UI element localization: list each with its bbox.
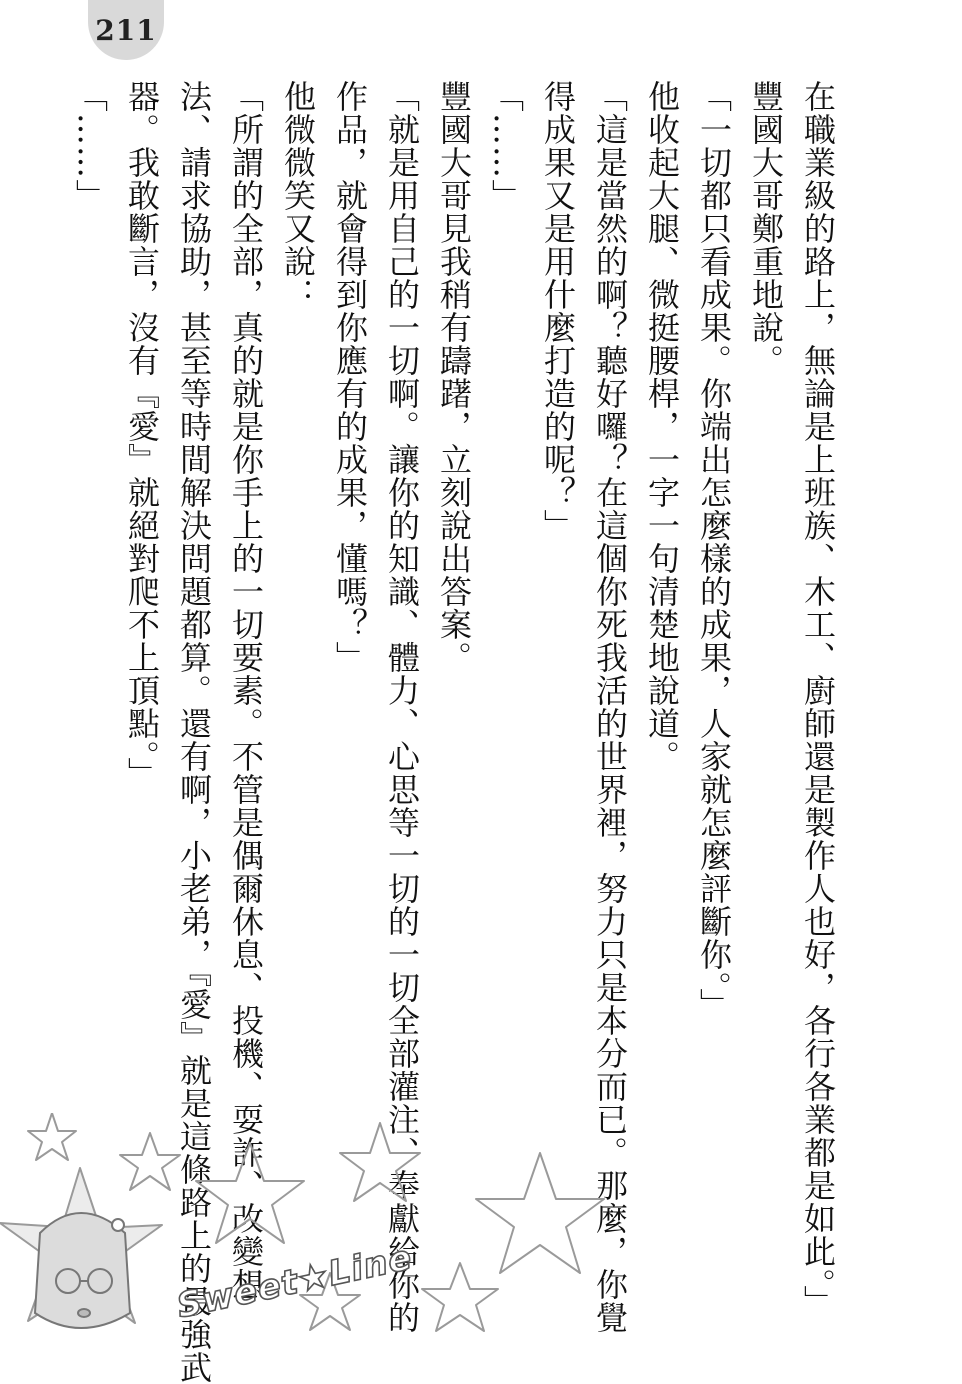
text-column: 「這是當然的啊？聽好囉？在這個你死我活的世界裡，努力只是本分而已。那麼，你覺 bbox=[591, 80, 629, 1334]
text-column: 作品，就會得到你應有的成果，懂嗎？」 bbox=[331, 80, 369, 674]
star-icon bbox=[422, 1263, 498, 1331]
text-column: 他收起大腿、微挺腰桿，一字一句清楚地說道。 bbox=[643, 80, 681, 773]
text-column: 「……」 bbox=[487, 80, 525, 212]
star-icon bbox=[28, 1113, 76, 1160]
brand-logo: Sweet★Line bbox=[173, 1237, 416, 1327]
star-icon bbox=[120, 1133, 180, 1190]
page-number-badge bbox=[88, 0, 164, 60]
text-column: 「一切都只看成果。你端出怎麼樣的成果，人家就怎麼評斷你。」 bbox=[695, 80, 733, 1021]
text-column: 「就是用自己的一切啊。讓你的知識、體力、心思等一切的一切全部灌注、奉獻給你的 bbox=[383, 80, 421, 1334]
star-icon bbox=[340, 1123, 420, 1201]
text-column: 在職業級的路上，無論是上班族、木工、廚師還是製作人也好，各行各業都是如此。」 bbox=[799, 80, 837, 1318]
text-column: 他微微笑又說： bbox=[279, 80, 317, 311]
page-number: 211 bbox=[95, 13, 157, 47]
text-column: 豐國大哥鄭重地說。 bbox=[747, 80, 785, 377]
character-illustration bbox=[35, 1213, 130, 1328]
text-column: 得成果又是用什麼打造的呢？」 bbox=[539, 80, 577, 542]
text-column: 法、請求協助，甚至等時間解決問題都算。還有啊，小老弟，『愛』就是這條路上的最強武 bbox=[175, 80, 213, 1384]
text-column: 「……」 bbox=[71, 80, 109, 212]
text-column: 豐國大哥見我稍有躊躇，立刻說出答案。 bbox=[435, 80, 473, 674]
text-column: 器。我敢斷言，沒有『愛』就絕對爬不上頂點。」 bbox=[123, 80, 161, 790]
star-icon bbox=[476, 1153, 604, 1273]
text-column: 「所謂的全部，真的就是你手上的一切要素。不管是偶爾休息、投機、耍詐、改變想 bbox=[227, 80, 265, 1301]
star-icon bbox=[196, 1143, 304, 1243]
star-decoration bbox=[0, 1113, 620, 1363]
